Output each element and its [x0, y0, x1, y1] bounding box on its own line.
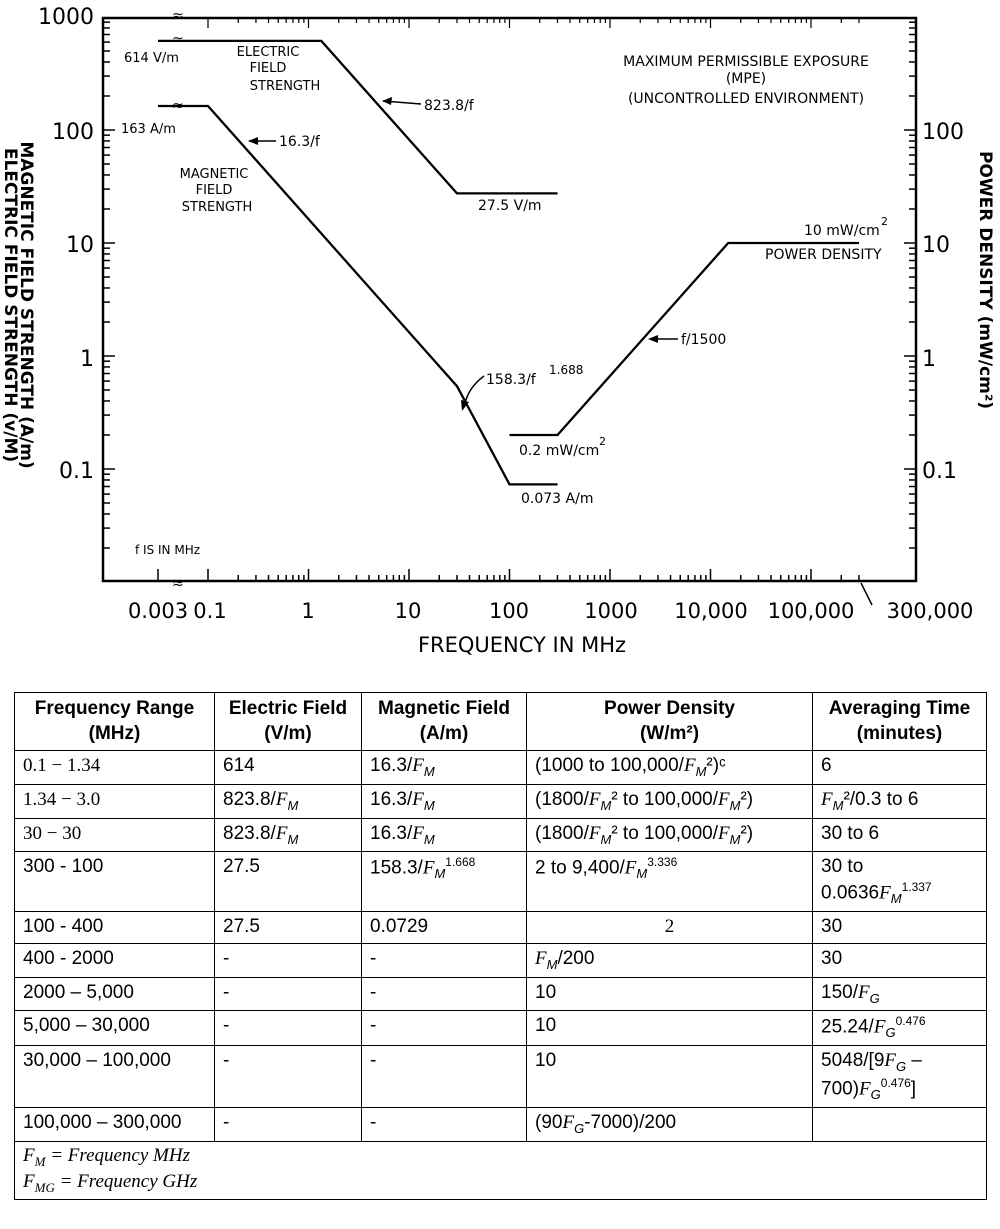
column-header: Averaging Time (minutes): [813, 693, 987, 751]
y-right-tick-label: 100: [922, 120, 964, 145]
table-row: [15, 785, 987, 819]
annotation-e-floor: 27.5 V/m: [478, 198, 542, 214]
cell-averaging-time: $150/F_G$: [813, 977, 987, 1011]
cell-magnetic-field: $16.3/F_M$: [362, 818, 527, 852]
table-row: [15, 1107, 987, 1141]
x-tick-label: 0.003: [127, 599, 189, 623]
cell-electric-field: -: [215, 1046, 362, 1108]
cell-magnetic-field: -: [362, 1046, 527, 1108]
y-axis-title: ELECTRIC FIELD STRENGTH (v/M): [0, 147, 20, 463]
y-tick-label: 1: [80, 347, 94, 372]
cell-power-density: 10: [527, 1046, 813, 1108]
y-tick-label: 1000: [38, 5, 94, 30]
arrowhead: [648, 335, 658, 343]
annotation-m-label: FIELD: [195, 183, 233, 198]
cell-power-density: ($1800/F_M^2$ to $100,000/F_M^2$): [527, 785, 813, 819]
cell-power-density: 2: [527, 912, 813, 944]
annotation-m-label: STRENGTH: [181, 200, 253, 215]
y-tick-label: 0.1: [59, 459, 94, 484]
x-tick-label: 100,000: [767, 599, 855, 623]
axis-break-mark: ≈: [172, 576, 184, 592]
x-axis-title: FREQUENCY IN MHz: [417, 633, 627, 657]
cell-magnetic-field: -: [362, 943, 527, 977]
y-axis-title: MAGNETIC FIELD STRENGTH (A/m): [16, 141, 36, 469]
series-line-magnetic-field: [158, 106, 558, 484]
cell-frequency-range: 2000 – 5,000: [15, 977, 215, 1011]
x-tick-label: 1: [301, 599, 315, 623]
y-tick-label: 10: [66, 233, 94, 258]
table-body: [15, 751, 987, 1141]
cell-averaging-time: $25.24/F_G^{0.476}$: [813, 1011, 987, 1046]
y-right-axis-title: POWER DENSITY (mW/cm²): [975, 150, 995, 410]
cell-power-density: 10: [527, 977, 813, 1011]
cell-magnetic-field: $158.3/F_M^{1.668}$: [362, 852, 527, 912]
column-header: Frequency Range (MHz): [15, 693, 215, 751]
arrowhead: [382, 97, 392, 105]
axis-break-mark: ≈: [172, 8, 184, 24]
cell-averaging-time: $F_M^2/0.3$ to 6: [813, 785, 987, 819]
cell-electric-field: 614: [215, 751, 362, 785]
x-tick-label: 100: [488, 599, 530, 623]
cell-frequency-range: 0.1 − 1.34: [15, 751, 215, 785]
cell-power-density: (1000 to $100,000/F_M^2)ᶜ$: [527, 751, 813, 785]
cell-frequency-range: 1.34 − 3.0: [15, 785, 215, 819]
table-row: [15, 1046, 987, 1108]
cell-frequency-range: 400 - 2000: [15, 943, 215, 977]
x-tick-label: 300,000: [886, 599, 974, 623]
cell-electric-field: 27.5: [215, 852, 362, 912]
cell-magnetic-field: -: [362, 977, 527, 1011]
column-header: Magnetic Field (A/m): [362, 693, 527, 751]
annotation-e-label: ELECTRIC: [236, 45, 300, 60]
x-tick-leader: [861, 583, 872, 605]
cell-electric-field: -: [215, 943, 362, 977]
annotation-m-floor: 0.073 A/m: [521, 491, 594, 507]
table-row: [15, 943, 987, 977]
cell-electric-field: -: [215, 977, 362, 1011]
cell-frequency-range: 100,000 – 300,000: [15, 1107, 215, 1141]
cell-frequency-range: 100 - 400: [15, 912, 215, 944]
x-tick-label: 0.1: [193, 599, 227, 623]
annotation-e-level: 614 V/m: [124, 51, 179, 66]
axis-break-mark: ≈: [172, 32, 184, 48]
cell-frequency-range: 300 - 100: [15, 852, 215, 912]
cell-power-density: $(90F_G-7000)/200$: [527, 1107, 813, 1141]
cell-magnetic-field: 0.0729: [362, 912, 527, 944]
annotation-m-slope: 16.3/f: [279, 134, 320, 150]
annotation-pd-label: POWER DENSITY: [765, 247, 882, 263]
annotation-pd-slope: f/1500: [681, 332, 727, 348]
cell-averaging-time: 30: [813, 912, 987, 944]
column-header: Power Density (W/m²): [527, 693, 813, 751]
annotation-m-slope2-exponent: 1.688: [549, 363, 584, 377]
cell-electric-field: $823.8/F_M$: [215, 818, 362, 852]
annotation-pd-high-sup: 2: [881, 215, 888, 228]
cell-magnetic-field: -: [362, 1107, 527, 1141]
table-row: [15, 818, 987, 852]
axis-break-mark: ≈: [172, 98, 184, 114]
cell-electric-field: -: [215, 1107, 362, 1141]
x-tick-label: 1000: [584, 599, 638, 623]
cell-power-density: $F_M/200$: [527, 943, 813, 977]
chart-note: f IS IN MHz: [135, 543, 201, 557]
footnote-line: $F_M$ = Frequency MHz: [23, 1144, 190, 1169]
arrowhead: [248, 137, 258, 145]
cell-power-density: ($1800/F_M^2$ to $100,000/F_M^2$): [527, 818, 813, 852]
cell-magnetic-field: $16.3/F_M$: [362, 751, 527, 785]
cell-electric-field: $823.8/F_M$: [215, 785, 362, 819]
cell-averaging-time: 30: [813, 943, 987, 977]
cell-averaging-time: 30 to 6: [813, 818, 987, 852]
annotation-pd-low: 0.2 mW/cm: [519, 443, 600, 459]
y-right-tick-label: 10: [922, 233, 950, 258]
annotation-m-label: MAGNETIC: [179, 167, 249, 182]
cell-frequency-range: 30,000 – 100,000: [15, 1046, 215, 1108]
footnote-line: $F_{MG}$ = Frequency GHz: [23, 1171, 198, 1196]
table-row: [15, 1011, 987, 1046]
table-row: [15, 912, 987, 944]
cell-magnetic-field: -: [362, 1011, 527, 1046]
cell-frequency-range: 30 − 30: [15, 818, 215, 852]
table-row: [15, 751, 987, 785]
x-tick-label: 10: [394, 599, 422, 623]
x-tick-label: 10,000: [674, 599, 748, 623]
annotation-m-level: 163 A/m: [121, 122, 176, 137]
cell-magnetic-field: $16.3/F_M$: [362, 785, 527, 819]
cell-averaging-time: 30 to $0.0636F_M^{1.337}$: [813, 852, 987, 912]
table-row: [15, 977, 987, 1011]
annotation-e-slope: 823.8/f: [424, 98, 474, 114]
annotation-m-slope2: 158.3/f: [486, 372, 536, 388]
cell-electric-field: 27.5: [215, 912, 362, 944]
chart-title: (UNCONTROLLED ENVIRONMENT): [627, 91, 865, 107]
table-header-row: [15, 693, 987, 751]
table-row: [15, 852, 987, 912]
cell-averaging-time: [813, 1107, 987, 1141]
annotation-pd-low-sup: 2: [599, 435, 606, 448]
chart-series: [158, 41, 859, 485]
y-right-tick-label: 0.1: [922, 459, 957, 484]
column-header: Electric Field (V/m): [215, 693, 362, 751]
chart-title: (MPE): [725, 71, 767, 87]
annotation-e-label: FIELD: [249, 61, 287, 76]
mpe-table-container: [14, 692, 986, 1200]
cell-electric-field: -: [215, 1011, 362, 1046]
y-tick-label: 100: [52, 120, 94, 145]
table-footnote-row: [15, 1141, 987, 1199]
cell-frequency-range: 5,000 – 30,000: [15, 1011, 215, 1046]
cell-averaging-time: $5048/[9F_G - 700)F_G^{0.476}$]: [813, 1046, 987, 1108]
annotation-e-label: STRENGTH: [249, 79, 321, 94]
chart-title: MAXIMUM PERMISSIBLE EXPOSURE: [623, 54, 869, 70]
y-right-tick-label: 1: [922, 347, 936, 372]
table-footnote: [15, 1141, 987, 1199]
annotation-pd-high: 10 mW/cm: [804, 223, 880, 239]
arrow-m-slope2: [465, 376, 484, 404]
mpe-table: [14, 692, 987, 1200]
cell-power-density: 2 to $9,400/F_M^{3.336}$: [527, 852, 813, 912]
cell-averaging-time: 6: [813, 751, 987, 785]
cell-power-density: 10: [527, 1011, 813, 1046]
